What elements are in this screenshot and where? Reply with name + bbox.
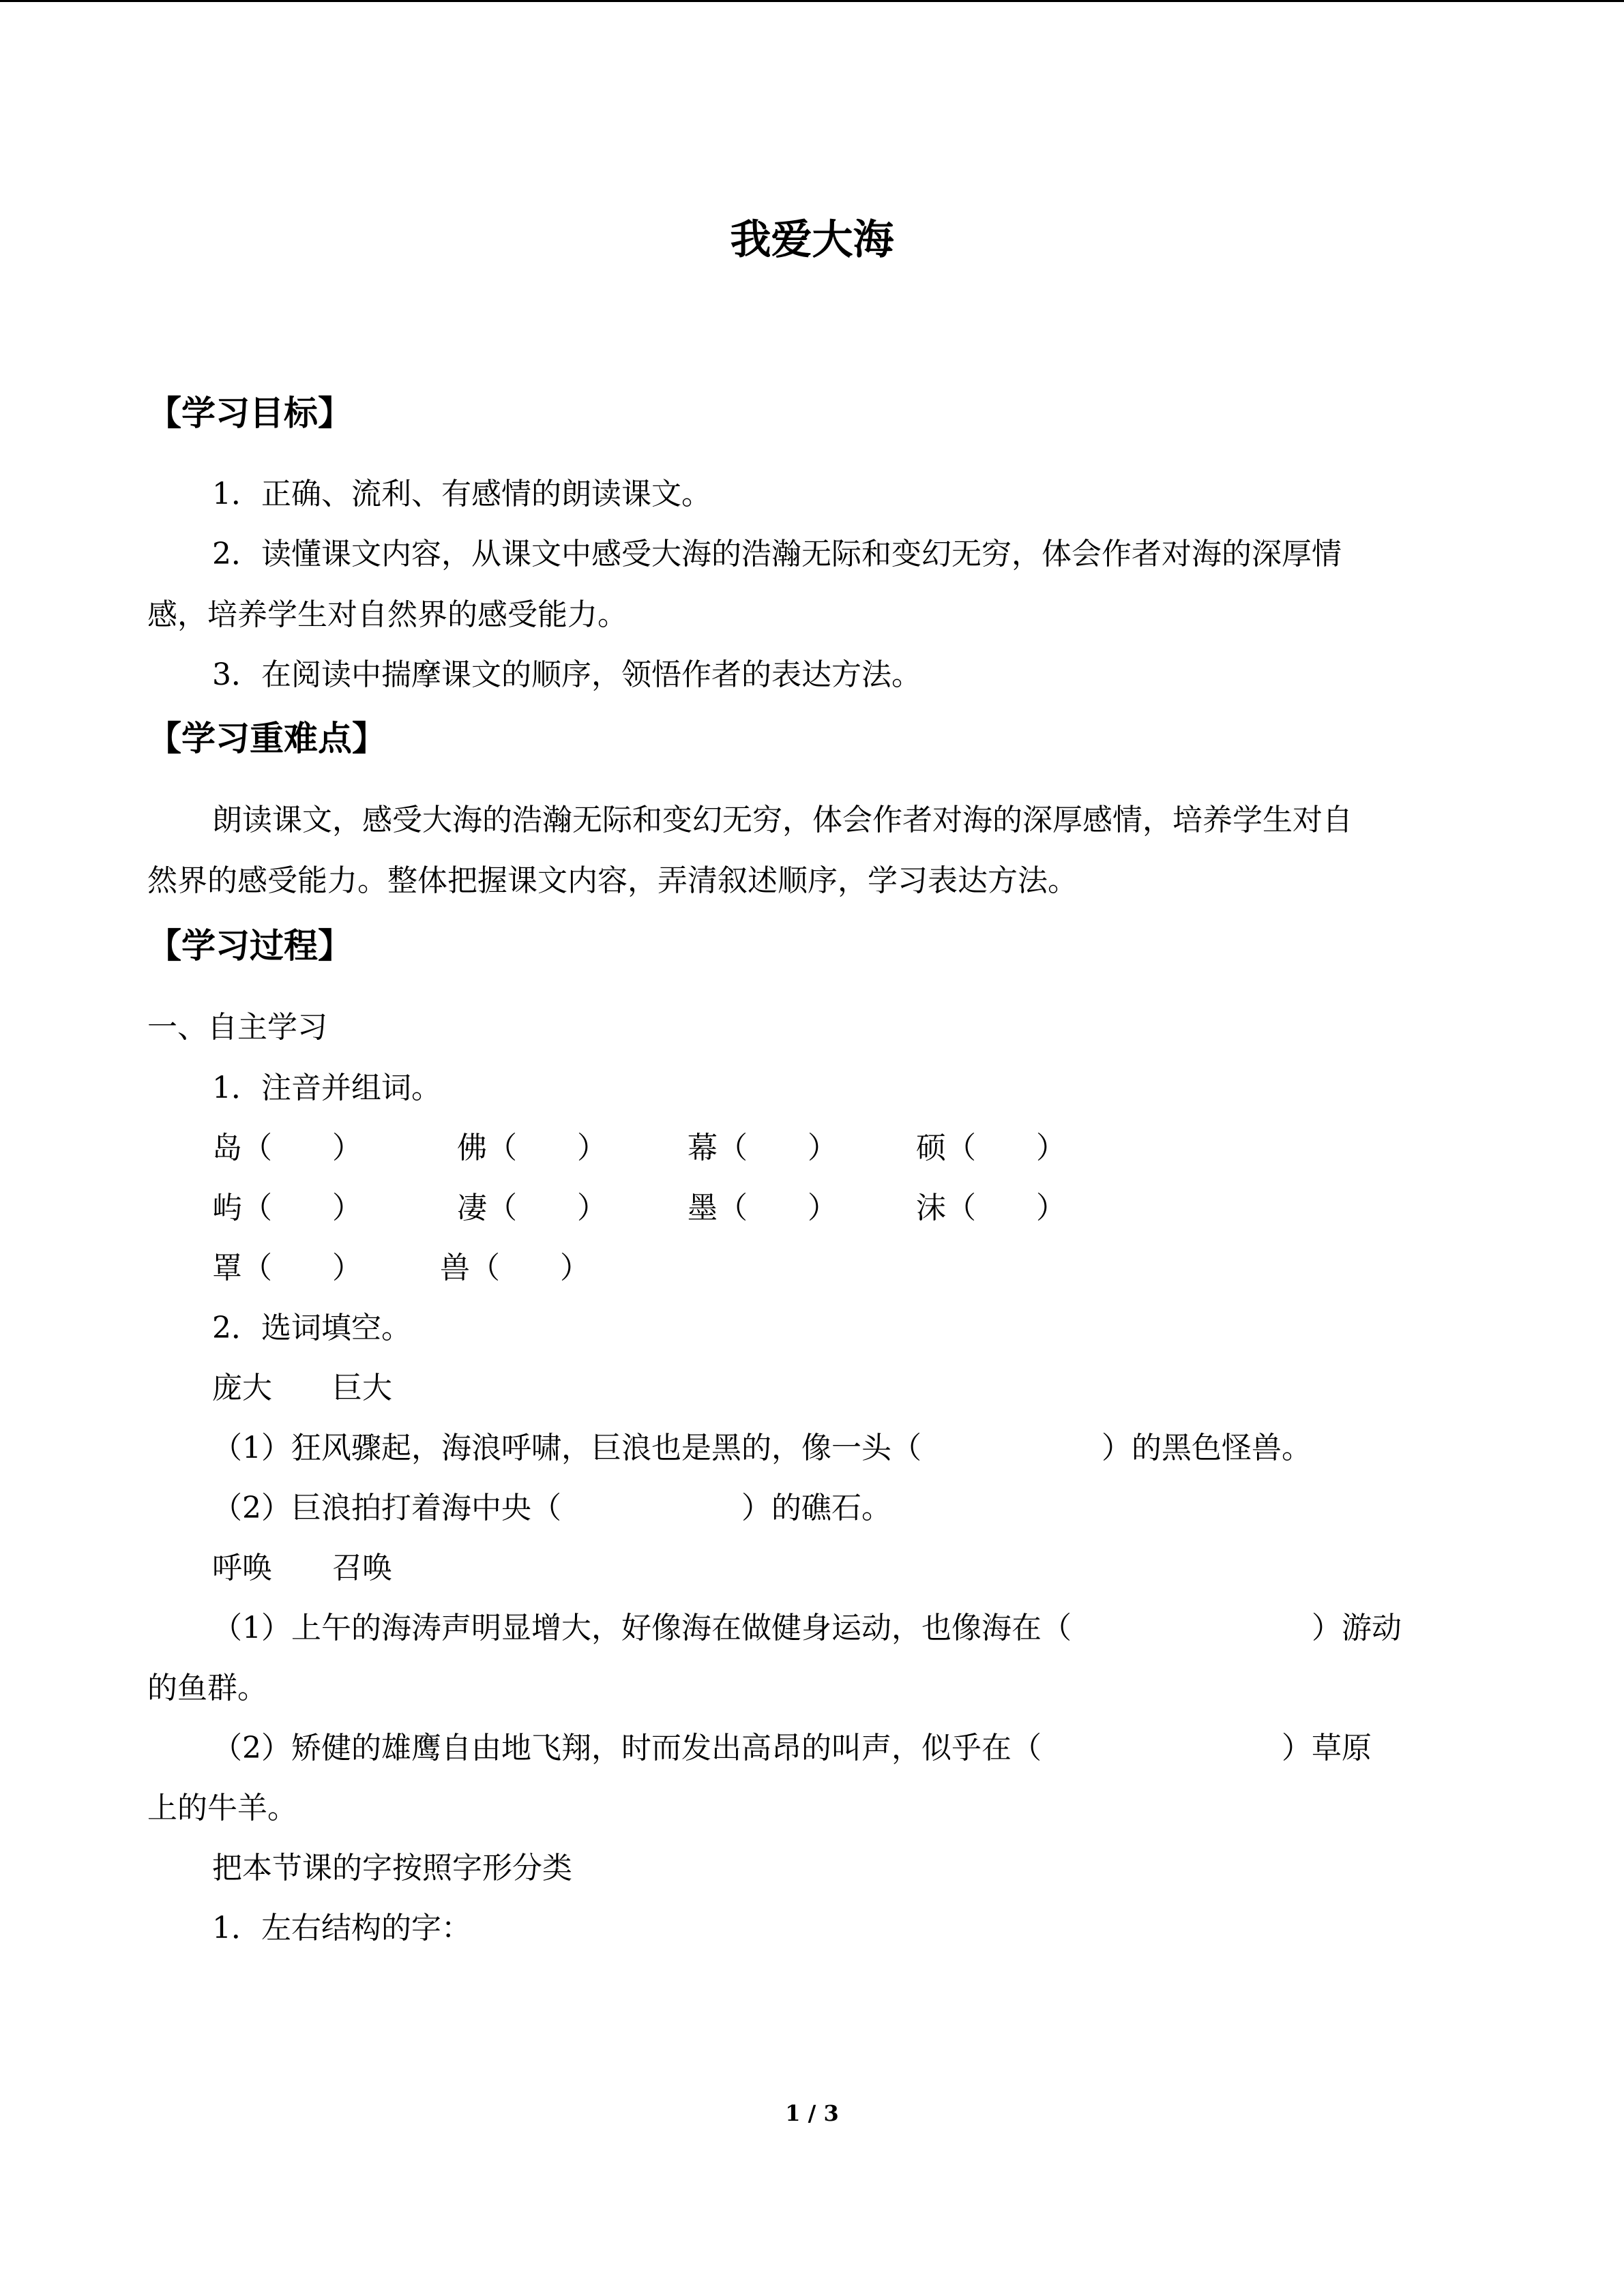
part-1-label: 一、自主学习 bbox=[147, 1010, 327, 1045]
char-item: 凄（ ） bbox=[457, 1191, 607, 1225]
question-1: 1．注音并组词。 bbox=[212, 1071, 441, 1105]
question-2: 2．选词填空。 bbox=[212, 1311, 411, 1345]
word-pair-1: 庞大 巨大 bbox=[212, 1371, 392, 1405]
sentence-1: （1）狂风骤起，海浪呼啸，巨浪也是黑的，像一头（ ）的黑色怪兽。 bbox=[212, 1431, 1312, 1465]
goals-heading: 【学习目标】 bbox=[147, 393, 352, 433]
char-item: 沫（ ） bbox=[916, 1191, 1066, 1225]
char-item: 墨（ ） bbox=[688, 1191, 838, 1225]
sentence-3: （1）上午的海涛声明显增大，好像海在做健身运动，也像海在（ ）游动 bbox=[212, 1611, 1402, 1645]
char-item: 佛（ ） bbox=[457, 1131, 607, 1165]
key-points-heading: 【学习重难点】 bbox=[147, 719, 386, 758]
sentence-4: （2）矫健的雄鹰自由地飞翔，时而发出高昂的叫声，似乎在（ ）草原 bbox=[212, 1731, 1372, 1765]
classify-instruction: 把本节课的字按照字形分类 bbox=[212, 1851, 572, 1885]
goal-item-2: 2．读懂课文内容，从课文中感受大海的浩瀚无际和变幻无穷，体会作者对海的深厚情 bbox=[212, 537, 1342, 571]
process-heading: 【学习过程】 bbox=[147, 926, 352, 966]
document-title: 我爱大海 bbox=[730, 216, 894, 264]
goal-item-3: 3．在阅读中揣摩课文的顺序，领悟作者的表达方法。 bbox=[212, 657, 921, 692]
classify-item-1: 1．左右结构的字： bbox=[212, 1911, 471, 1945]
goal-item-2-cont: 感，培养学生对自然界的感受能力。 bbox=[147, 597, 628, 632]
word-pair-2: 呼唤 召唤 bbox=[212, 1551, 392, 1585]
char-item: 兽（ ） bbox=[440, 1251, 590, 1285]
sentence-2: （2）巨浪拍打着海中央（ ）的礁石。 bbox=[212, 1491, 891, 1525]
sentence-3-cont: 的鱼群。 bbox=[147, 1671, 267, 1705]
sentence-4-cont: 上的牛羊。 bbox=[147, 1791, 297, 1825]
char-item: 罩（ ） bbox=[212, 1251, 362, 1285]
key-points-line-2: 然界的感受能力。整体把握课文内容，弄清叙述顺序，学习表达方法。 bbox=[147, 863, 1078, 898]
char-item: 岛（ ） bbox=[212, 1131, 362, 1165]
key-points-line-1: 朗读课文，感受大海的浩瀚无际和变幻无穷，体会作者对海的深厚感情，培养学生对自 bbox=[212, 803, 1353, 837]
top-border bbox=[0, 0, 1624, 2]
char-item: 硕（ ） bbox=[916, 1131, 1066, 1165]
char-item: 屿（ ） bbox=[212, 1191, 362, 1225]
char-item: 幕（ ） bbox=[688, 1131, 838, 1165]
page-number: 1 / 3 bbox=[785, 2100, 839, 2126]
goal-item-1: 1．正确、流利、有感情的朗读课文。 bbox=[212, 477, 711, 511]
